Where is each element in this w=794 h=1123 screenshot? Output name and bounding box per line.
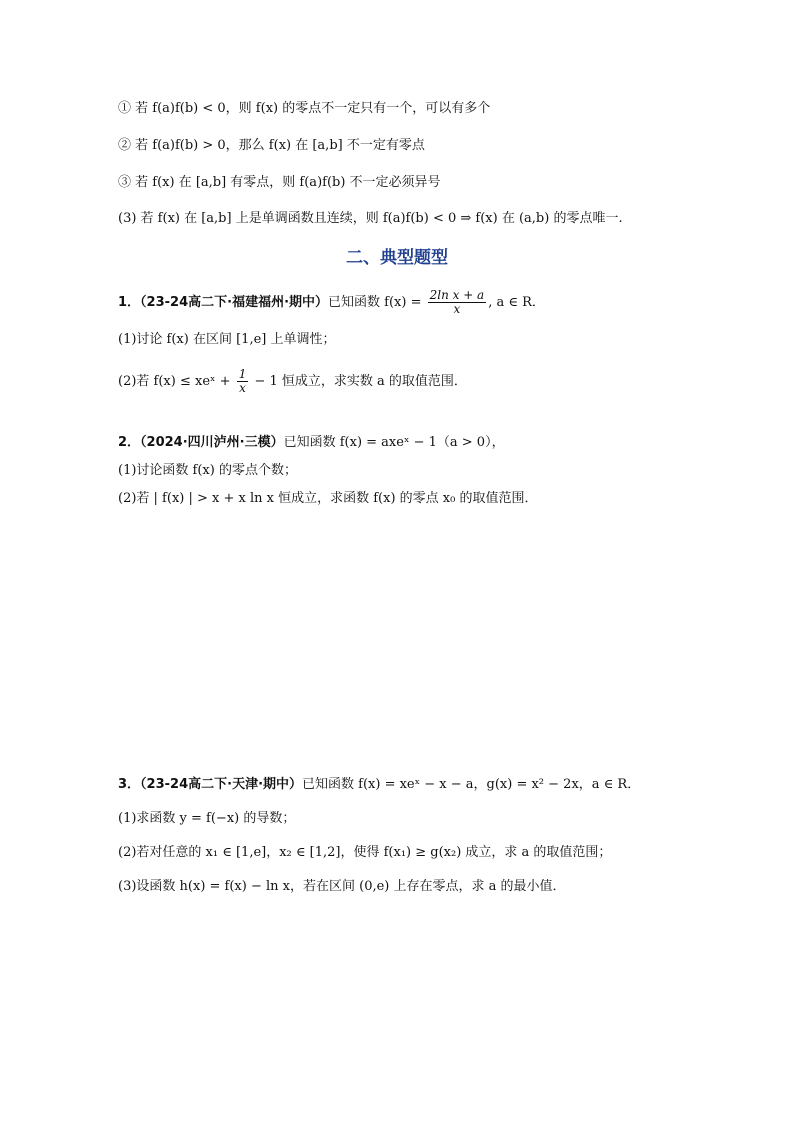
- intro-item-2: ② 若 f(a)f(b) > 0，那么 f(x) 在 [a,b] 不一定有零点: [118, 138, 425, 153]
- fraction: [428, 289, 487, 316]
- fraction: [237, 368, 249, 395]
- intro-item-3: ③ 若 f(x) 在 [a,b] 有零点，则 f(a)f(b) 不一定必须异号: [118, 175, 441, 190]
- question-2-stem: [118, 433, 734, 453]
- question-number: 2．: [118, 435, 141, 450]
- fraction-numerator: 2ln x + a: [429, 288, 485, 302]
- fraction-denominator: x: [239, 381, 246, 395]
- intro-item-1: ① 若 f(a)f(b) < 0，则 f(x) 的零点不一定只有一个，可以有多个: [118, 101, 491, 116]
- question-number: 3．: [118, 777, 141, 792]
- question-3-part-3: (3)设函数 h(x) = f(x) − ln x，若在区间 (0,e) 上存在零点，求 a 的最小值．: [118, 879, 566, 894]
- question-3-stem: [118, 775, 734, 795]
- question-source: （23-24高二下·天津·期中）: [140, 777, 303, 792]
- fraction-numerator: 1: [238, 367, 247, 381]
- question-source: （23-24高二下·福建福州·期中）: [140, 295, 329, 310]
- question-number: 1．: [118, 295, 141, 310]
- question-stem-suffix: , a ∈ R．: [488, 295, 545, 310]
- question-1-stem: [118, 289, 734, 316]
- question-stem: 已知函数 f(x) = xeˣ − x − a，g(x) = x² − 2x，a ∈ R．: [302, 777, 641, 792]
- question-1-part-1: (1)讨论 f(x) 在区间 [1,e] 上单调性；: [118, 332, 336, 347]
- section-title: 二、典型题型: [346, 248, 448, 268]
- question-stem: 已知函数 f(x) = axeˣ − 1（a > 0），: [283, 435, 505, 450]
- fraction-denominator: x: [453, 302, 461, 316]
- question-stem-prefix: 已知函数 f(x) =: [328, 295, 426, 310]
- question-1-part-2: [118, 368, 734, 395]
- question-2-part-1: (1)讨论函数 f(x) 的零点个数；: [118, 463, 297, 478]
- part-prefix: (2)若 f(x) ≤ xeˣ +: [118, 374, 235, 389]
- intro-item-4: (3) 若 f(x) 在 [a,b] 上是单调函数且连续，则 f(a)f(b) < 0 ⇒ f(x) 在 (a,b) 的零点唯一.: [118, 211, 623, 226]
- part-suffix: − 1 恒成立，求实数 a 的取值范围．: [250, 374, 467, 389]
- question-3-part-2: (2)若对任意的 x₁ ∈ [1,e]，x₂ ∈ [1,2]，使得 f(x₁) ≥ g(x₂) 成立，求 a 的取值范围；: [118, 845, 612, 860]
- question-2-part-2: (2)若 | f(x) | > x + x ln x 恒成立，求函数 f(x) 的零点 x₀ 的取值范围．: [118, 491, 538, 506]
- question-source: （2024·四川泸州·三模）: [140, 435, 284, 450]
- question-3-part-1: (1)求函数 y = f(−x) 的导数；: [118, 811, 296, 826]
